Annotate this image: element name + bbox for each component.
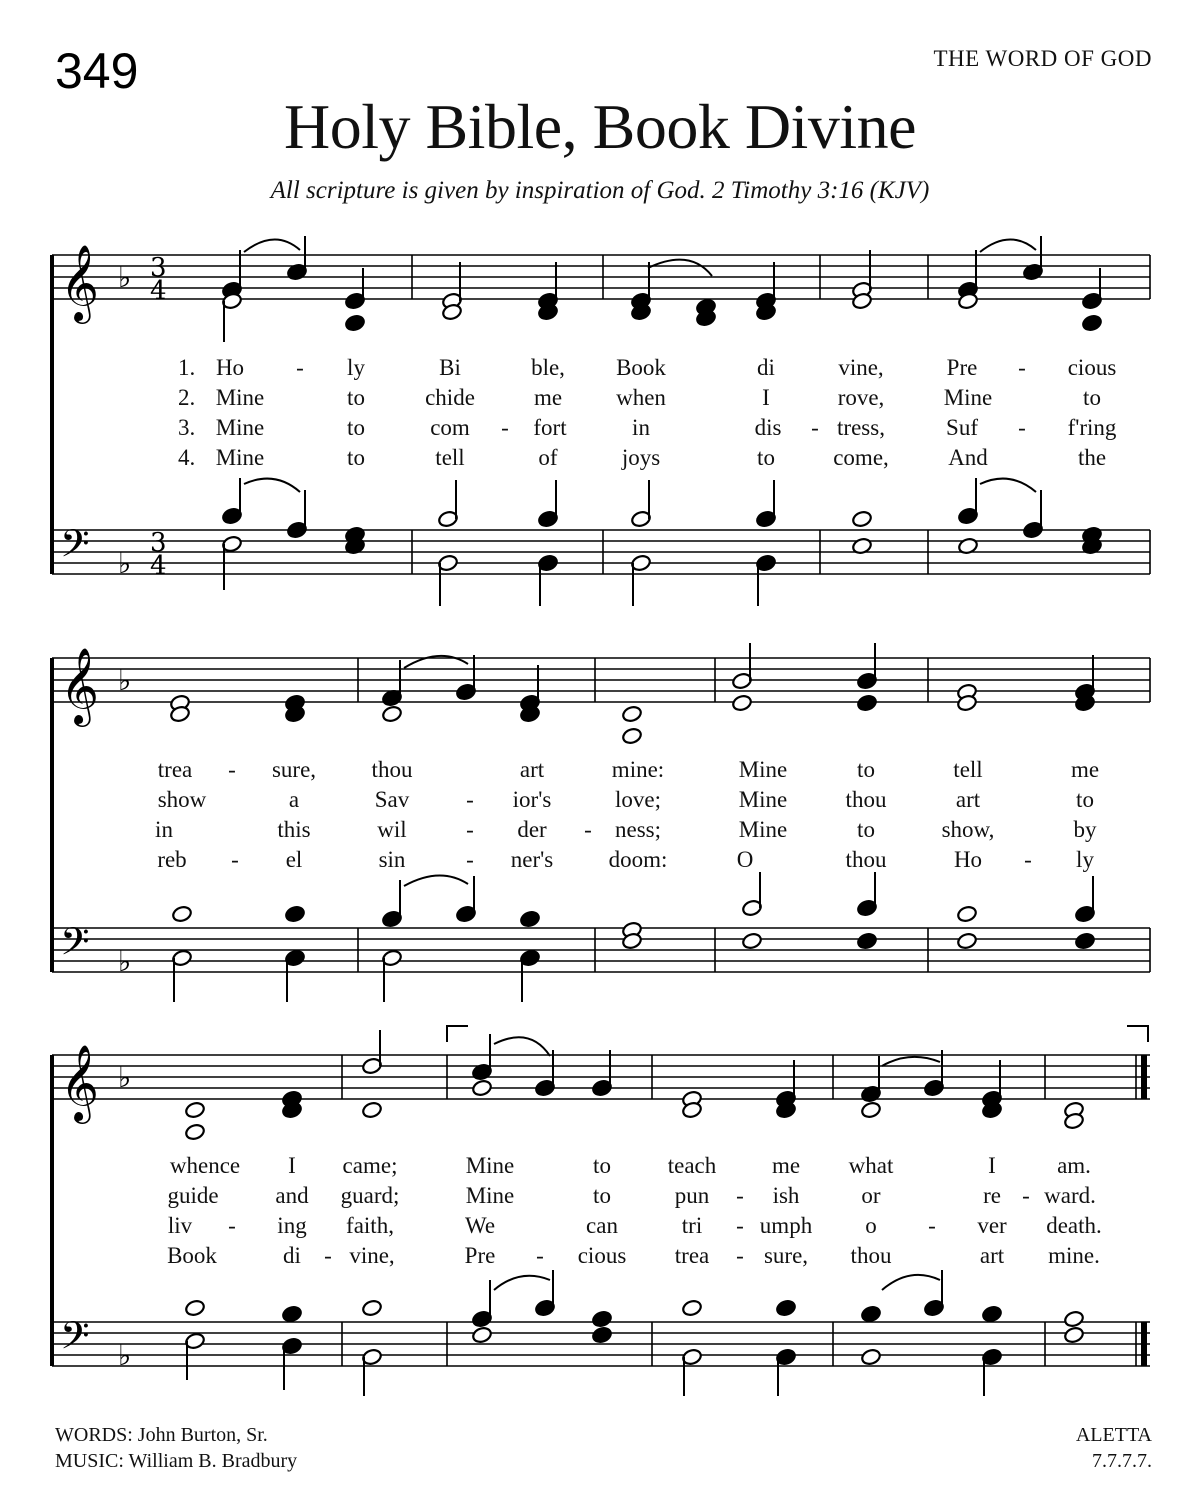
lyric: I	[988, 1153, 996, 1178]
flat-icon: ♭	[118, 547, 132, 580]
lyric: re	[983, 1183, 1001, 1208]
lyric: rove,	[837, 385, 885, 410]
slur	[980, 479, 1036, 492]
note-head	[361, 1299, 382, 1317]
lyric: to	[593, 1183, 611, 1208]
lyric: fort	[533, 415, 567, 440]
lyric: o	[865, 1213, 877, 1238]
note-head	[741, 932, 762, 950]
lyric: Suf	[946, 415, 978, 440]
slur	[648, 260, 712, 276]
lyric: art	[979, 1243, 1005, 1268]
note-head	[860, 1101, 881, 1119]
lyric: -	[736, 1213, 744, 1238]
lyric: -	[1018, 415, 1026, 440]
lyric: el	[285, 847, 303, 872]
music-credit: MUSIC: William B. Bradbury	[55, 1450, 298, 1472]
lyric: wil	[377, 817, 407, 842]
lyric: what	[848, 1153, 894, 1178]
lyric: show,	[941, 817, 995, 842]
lyric: to	[1076, 787, 1094, 812]
slur	[404, 875, 468, 886]
lyric: ble,	[531, 355, 565, 380]
note-head	[851, 510, 872, 528]
slur	[882, 1275, 940, 1290]
time-signature-denominator: 4	[150, 276, 167, 306]
note-head	[361, 1101, 382, 1119]
note-head	[184, 1101, 205, 1119]
lyric: vine,	[349, 1243, 395, 1268]
lyric: Mine	[738, 817, 788, 842]
lyric: to	[1083, 385, 1101, 410]
lyric: Pre	[946, 355, 978, 380]
lyric: guard;	[340, 1183, 400, 1208]
lyric: sure,	[763, 1243, 809, 1268]
lyric: -	[466, 787, 474, 812]
scripture-epigraph: All scripture is given by inspiration of God. 2 Timothy 3:16 (KJV)	[270, 177, 930, 204]
lyric: when	[616, 385, 666, 410]
lyric: ness;	[615, 817, 661, 842]
lyric: to	[347, 445, 365, 470]
slur	[244, 239, 300, 252]
lyric: -	[811, 415, 819, 440]
note-head	[860, 1305, 881, 1323]
lyric: ner's	[510, 847, 554, 872]
lyric: We	[464, 1213, 496, 1238]
lyric: -	[296, 355, 304, 380]
lyric: trea	[157, 757, 193, 782]
lyric: Mine	[738, 757, 788, 782]
lyric: me	[1070, 757, 1100, 782]
lyric: thou	[850, 1243, 892, 1268]
lyric: -	[228, 1213, 236, 1238]
treble-clef-icon: 𝄞	[60, 244, 100, 321]
note-head	[184, 1299, 205, 1317]
lyric: thou	[845, 787, 887, 812]
hymn-title: Holy Bible, Book Divine	[283, 91, 917, 162]
treble-clef-icon: 𝄞	[60, 647, 100, 724]
lyric: -	[228, 757, 236, 782]
lyric: show	[157, 787, 207, 812]
lyric: Mine	[465, 1153, 515, 1178]
lyric: -	[1018, 355, 1026, 380]
lyric: der	[517, 817, 547, 842]
lyric: Mine	[943, 385, 993, 410]
lyric: pun	[674, 1183, 710, 1208]
tune-name: ALETTA	[1075, 1424, 1152, 1446]
lyric: and	[275, 1183, 309, 1208]
lyric: to	[347, 385, 365, 410]
lyric: And	[948, 445, 988, 470]
lyric: Mine	[465, 1183, 515, 1208]
note-head	[171, 905, 192, 923]
category-heading: THE WORD OF GOD	[933, 46, 1152, 71]
note-head	[856, 694, 877, 712]
hymn-number: 349	[55, 43, 139, 99]
lyric: -	[928, 1213, 936, 1238]
note-head	[591, 1310, 612, 1328]
time-signature-numerator: 3	[150, 253, 167, 283]
lyric: -	[536, 1243, 544, 1268]
bass-clef-icon: 𝄢	[60, 521, 90, 575]
lyric: -	[231, 847, 239, 872]
lyric: -	[1022, 1183, 1030, 1208]
slur	[882, 1057, 940, 1066]
lyric: Ho	[953, 847, 983, 872]
note-head	[184, 1123, 205, 1141]
lyric: doom:	[608, 847, 668, 872]
note-head	[681, 1299, 702, 1317]
tune-info	[1076, 1422, 1152, 1474]
note-head	[981, 1305, 1002, 1323]
lyric: f'ring	[1067, 415, 1117, 440]
slur	[494, 1037, 550, 1056]
lyric: tress,	[837, 415, 885, 440]
note-head	[956, 932, 977, 950]
lyric: me	[771, 1153, 801, 1178]
lyric: in	[155, 817, 173, 842]
note-head	[344, 314, 365, 332]
flat-icon: ♭	[118, 945, 132, 978]
lyric: Mine	[215, 385, 265, 410]
lyric: thou	[845, 847, 887, 872]
note-head	[956, 905, 977, 923]
lyric: di	[757, 355, 775, 380]
tune-meter: 7.7.7.7.	[1092, 1450, 1152, 1472]
slur	[980, 239, 1036, 252]
note-head	[860, 1348, 881, 1366]
note-head	[284, 905, 305, 923]
lyric: Mine	[215, 445, 265, 470]
lyric: Book	[616, 355, 666, 380]
lyric: -	[736, 1243, 744, 1268]
lyric: a	[288, 787, 300, 812]
lyric: me	[533, 385, 563, 410]
time-signature-numerator: 3	[150, 528, 167, 558]
lyric: faith,	[346, 1213, 394, 1238]
lyric: ish	[772, 1183, 800, 1208]
lyric: to	[593, 1153, 611, 1178]
slur	[244, 479, 300, 492]
lyric: love;	[615, 787, 661, 812]
flat-icon: ♭	[118, 1061, 132, 1094]
lyric: Bi	[439, 355, 461, 380]
note-head	[1081, 314, 1102, 332]
lyric: Mine	[738, 787, 788, 812]
lyric: to	[857, 757, 875, 782]
lyric: 4.	[178, 445, 196, 470]
lyric: di	[283, 1243, 301, 1268]
lyric: come,	[833, 445, 889, 470]
lyric: -	[466, 817, 474, 842]
bass-clef-icon: 𝄢	[60, 1313, 90, 1367]
lyric: -	[466, 847, 474, 872]
note-head	[1074, 932, 1095, 950]
lyric: com	[430, 415, 470, 440]
lyric: mine.	[1048, 1243, 1100, 1268]
lyric: ior's	[512, 787, 552, 812]
lyric: I	[288, 1153, 296, 1178]
note-head	[621, 727, 642, 745]
lyric: or	[861, 1183, 881, 1208]
lyric: mine:	[611, 757, 665, 782]
lyric: can	[586, 1213, 618, 1238]
lyric: Pre	[464, 1243, 496, 1268]
lyric: the	[1077, 445, 1107, 470]
lyric: ing	[277, 1213, 307, 1238]
lyric: -	[501, 415, 509, 440]
lyric: tell	[953, 757, 983, 782]
flat-icon: ♭	[118, 664, 132, 697]
lyric: to	[857, 817, 875, 842]
lyric: art	[955, 787, 981, 812]
lyric: in	[632, 415, 650, 440]
lyric: by	[1073, 817, 1097, 842]
lyric: Ho	[215, 355, 245, 380]
lyric: tell	[435, 445, 465, 470]
lyric: death.	[1046, 1213, 1102, 1238]
lyric: vine,	[838, 355, 884, 380]
lyric: Mine	[215, 415, 265, 440]
lyric: tri	[681, 1213, 703, 1238]
lyric: liv	[167, 1213, 193, 1238]
note-head	[471, 1079, 492, 1097]
flat-icon: ♭	[118, 1339, 132, 1372]
time-signature-denominator: 4	[150, 551, 167, 581]
lyric: joys	[621, 445, 661, 470]
lyric: ver	[977, 1213, 1007, 1238]
lyric: Sav	[374, 787, 410, 812]
bracket-marker	[447, 1026, 468, 1042]
note-head	[856, 932, 877, 950]
lyric: cious	[577, 1243, 627, 1268]
note-head	[471, 1326, 492, 1344]
words-credit: WORDS: John Burton, Sr.	[55, 1424, 268, 1446]
lyric: came;	[342, 1153, 398, 1178]
lyric: ward.	[1044, 1183, 1096, 1208]
lyric: 3.	[178, 415, 196, 440]
bracket-marker	[1127, 1026, 1148, 1042]
note-head	[381, 705, 402, 723]
lyric: teach	[667, 1153, 717, 1178]
lyric: am.	[1057, 1153, 1091, 1178]
lyric: this	[277, 817, 311, 842]
lyric: dis	[754, 415, 782, 440]
lyric: guide	[167, 1183, 219, 1208]
lyric: -	[584, 817, 592, 842]
note-head	[621, 705, 642, 723]
lyric: Book	[167, 1243, 217, 1268]
lyric: whence	[169, 1153, 241, 1178]
lyric: cious	[1067, 355, 1117, 380]
lyric: O	[736, 847, 754, 872]
lyric: thou	[371, 757, 413, 782]
bass-clef-icon: 𝄢	[60, 919, 90, 973]
lyric: trea	[674, 1243, 710, 1268]
lyric: to	[347, 415, 365, 440]
lyric: reb	[157, 847, 187, 872]
note-head	[731, 694, 752, 712]
lyric: umph	[759, 1213, 813, 1238]
lyric: 1.	[178, 355, 196, 380]
lyric: sure,	[271, 757, 317, 782]
lyric: sin	[378, 847, 406, 872]
lyric: I	[762, 385, 770, 410]
lyric: chide	[425, 385, 475, 410]
flat-icon: ♭	[118, 261, 132, 294]
lyric: ly	[347, 355, 365, 380]
note-head	[281, 1305, 302, 1323]
note-head	[1063, 1310, 1084, 1328]
credits	[55, 1422, 297, 1474]
lyric: ly	[1076, 847, 1094, 872]
system-2	[52, 658, 1150, 972]
lyric: of	[538, 445, 558, 470]
lyric: art	[519, 757, 545, 782]
note-head	[1063, 1326, 1084, 1344]
lyric: -	[324, 1243, 332, 1268]
note-head	[775, 1299, 796, 1317]
note-head	[591, 1326, 612, 1344]
lyric: 2.	[178, 385, 196, 410]
slur	[494, 1276, 550, 1290]
lyric: to	[757, 445, 775, 470]
lyric: -	[736, 1183, 744, 1208]
treble-clef-icon: 𝄞	[60, 1044, 100, 1121]
lyric: -	[1024, 847, 1032, 872]
note-head	[519, 910, 540, 928]
